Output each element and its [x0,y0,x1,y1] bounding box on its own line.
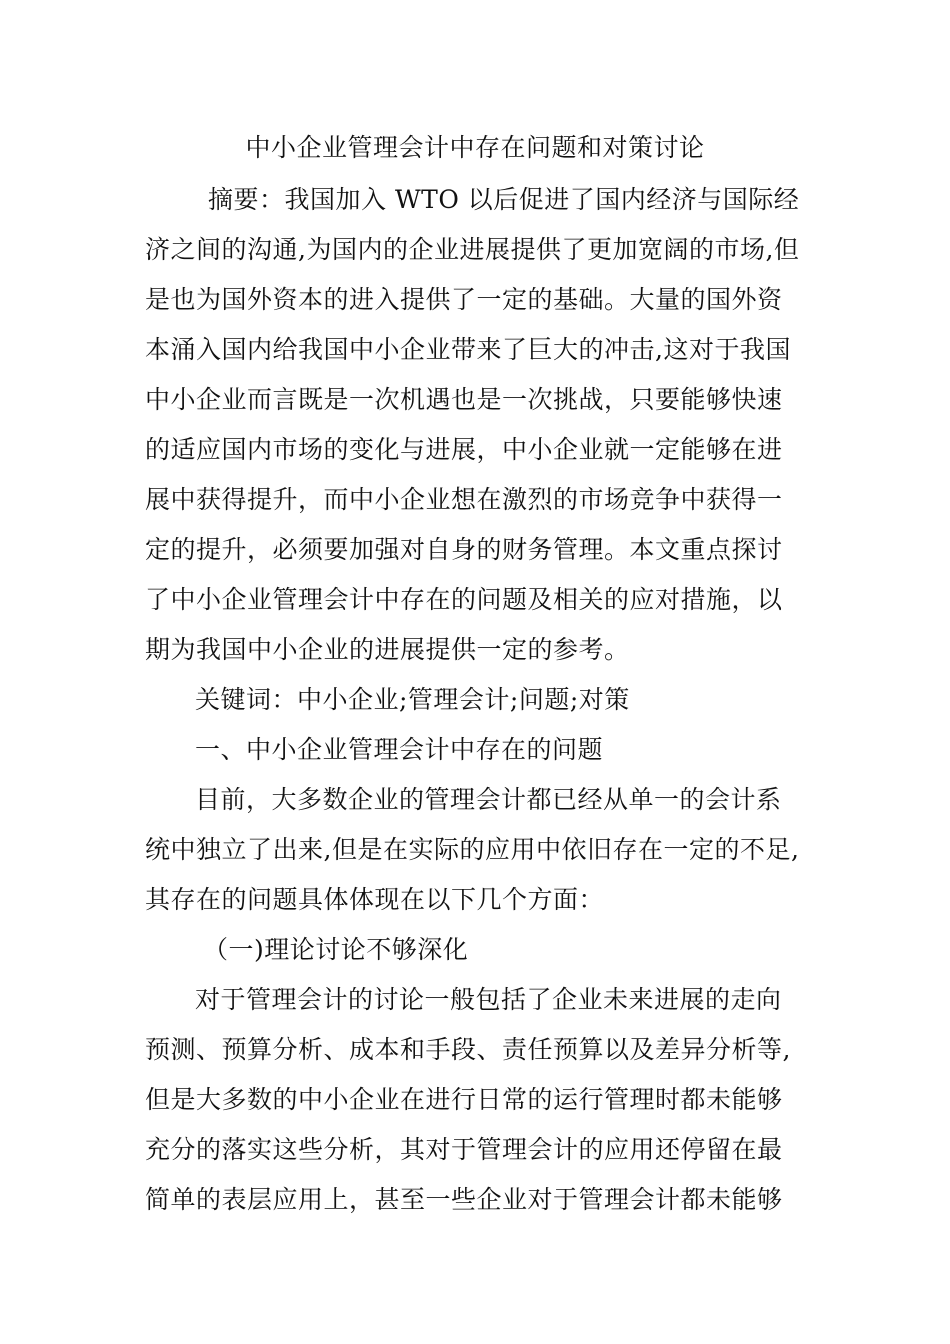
body-line-5: 预测、预算分析、成本和手段、责任预算以及差异分析等, [145,1035,791,1064]
keywords-line: 关键词：中小企业;管理会计;问题;对策 [195,685,630,714]
abstract-line-10: 期为我国中小企业的进展提供一定的参考。 [145,635,630,664]
abstract-line-2: 济之间的沟通,为国内的企业进展提供了更加宽阔的市场,但 [145,235,800,264]
abstract-line-7: 展中获得提升，而中小企业想在激烈的市场竞争中获得一 [145,485,783,514]
body-line-8: 简单的表层应用上，甚至一些企业对于管理会计都未能够 [145,1185,783,1214]
document-title: 中小企业管理会计中存在问题和对策讨论 [245,133,705,162]
abstract-line-3: 是也为国外资本的进入提供了一定的基础。大量的国外资 [145,285,783,314]
subsection-heading-1: （一)理论讨论不够深化 [203,935,469,964]
abstract-line-1: 摘要：我国加入 WTO 以后促进了国内经济与国际经 [208,185,800,214]
abstract-line-4: 本涌入国内给我国中小企业带来了巨大的冲击,这对于我国 [145,335,791,364]
abstract-line-8: 定的提升，必须要加强对自身的财务管理。本文重点探讨 [145,535,783,564]
body-line-7: 充分的落实这些分析，其对于管理会计的应用还停留在最 [145,1135,783,1164]
body-line-6: 但是大多数的中小企业在进行日常的运行管理时都未能够 [145,1085,783,1114]
body-line-1: 目前，大多数企业的管理会计都已经从单一的会计系 [195,785,782,814]
abstract-line-5: 中小企业而言既是一次机遇也是一次挑战，只要能够快速 [145,385,783,414]
body-line-4: 对于管理会计的讨论一般包括了企业未来进展的走向 [195,985,782,1014]
body-line-2: 统中独立了出来,但是在实际的应用中依旧存在一定的不足, [145,835,800,864]
section-heading-1: 一、中小企业管理会计中存在的问题 [195,735,604,764]
body-line-3: 其存在的问题具体体现在以下几个方面： [145,885,605,914]
abstract-line-9: 了中小企业管理会计中存在的问题及相关的应对措施，以 [145,585,783,614]
abstract-line-6: 的适应国内市场的变化与进展，中小企业就一定能够在进 [145,435,783,464]
